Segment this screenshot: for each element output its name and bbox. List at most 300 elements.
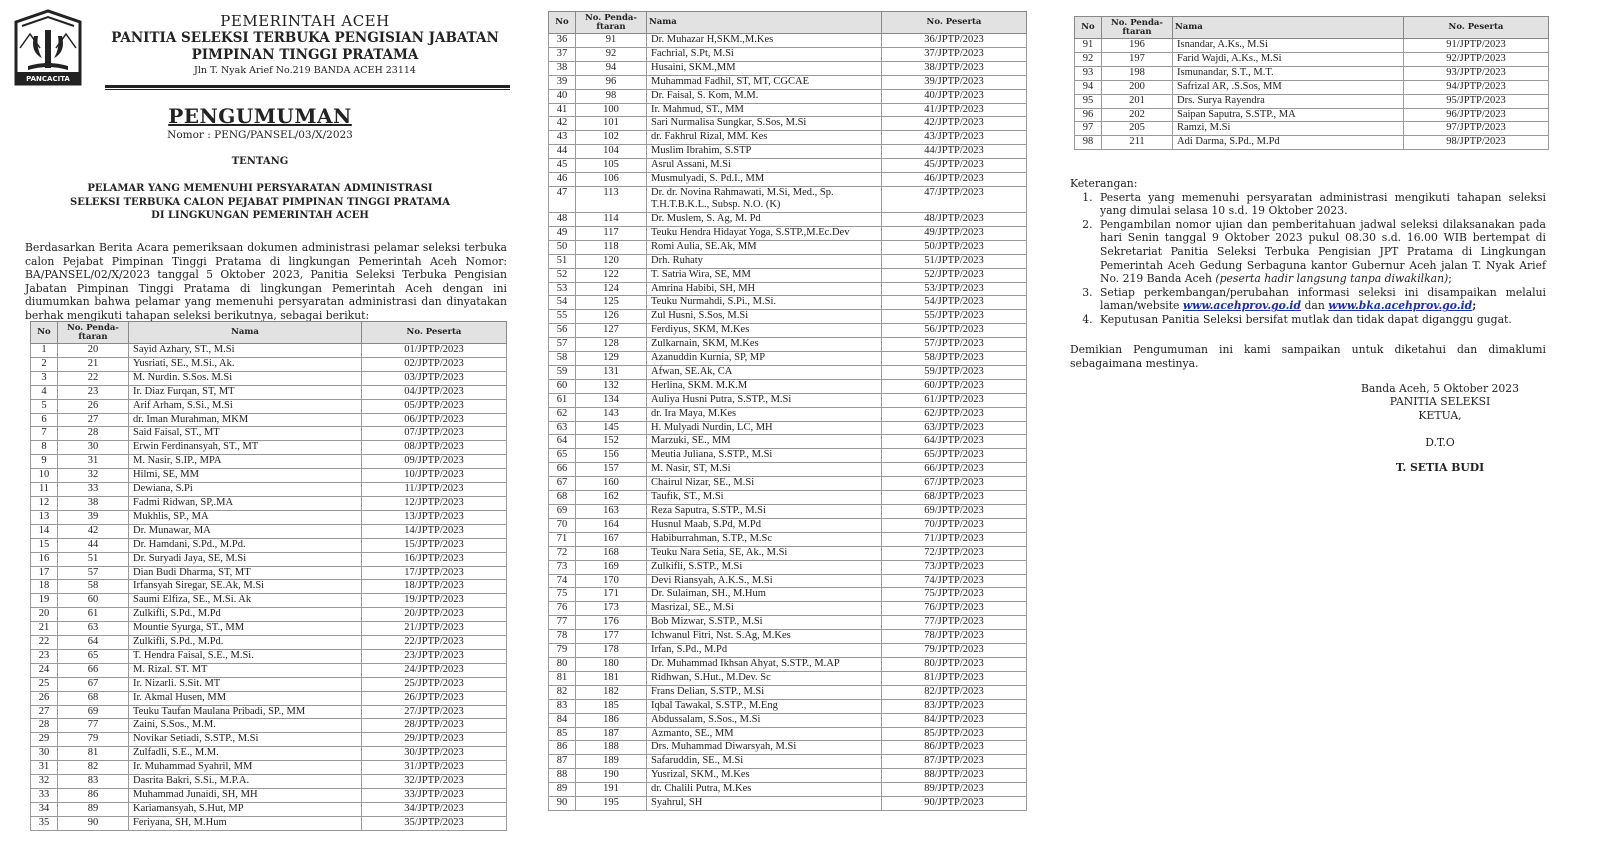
participant-number: 16/JPTP/2023 (362, 552, 507, 566)
applicant-name: Safaruddin, SE., M.Si (647, 755, 882, 769)
row-number: 55 (549, 310, 576, 324)
registration-number: 134 (576, 393, 647, 407)
row-number: 16 (31, 552, 58, 566)
name-header: Nama (647, 12, 882, 34)
table-row (1075, 122, 1549, 136)
registration-number: 26 (58, 399, 129, 413)
registration-number: 79 (58, 733, 129, 747)
closing-paragraph: Demikian Pengumuman ini kami sampaikan untuk diketahui dan dimaklumi sebagaimana mestinya. (1070, 343, 1546, 370)
row-number: 47 (549, 186, 576, 212)
registration-number: 127 (576, 324, 647, 338)
table-row (549, 685, 1027, 699)
applicant-name: Novikar Setiadi, S.STP., M.Si (129, 733, 362, 747)
table-row (549, 34, 1027, 48)
place-date: Banda Aceh, 5 Oktober 2023 (1360, 382, 1520, 395)
row-number: 11 (31, 483, 58, 497)
applicant-name: Ir. Muhammad Syahril, MM (129, 761, 362, 775)
table-row (31, 566, 507, 580)
table-row (549, 505, 1027, 519)
participant-number: 04/JPTP/2023 (362, 385, 507, 399)
table-row (549, 602, 1027, 616)
participant-number: 64/JPTP/2023 (882, 435, 1027, 449)
registration-number: 117 (576, 226, 647, 240)
row-number: 95 (1075, 94, 1102, 108)
registration-number: 42 (58, 524, 129, 538)
applicant-name: Muhammad Fadhil, ST, MT, CGCAE (647, 75, 882, 89)
applicant-name: Devi Riansyah, A.K.S., M.Si (647, 574, 882, 588)
participant-number: 33/JPTP/2023 (362, 789, 507, 803)
notes-section (1070, 177, 1546, 327)
applicant-name: Ramzi, M.Si (1173, 122, 1404, 136)
row-number: 69 (549, 505, 576, 519)
table-row (31, 580, 507, 594)
participant-number: 36/JPTP/2023 (882, 34, 1027, 48)
table-row (549, 532, 1027, 546)
participant-number: 01/JPTP/2023 (362, 344, 507, 358)
table-row (549, 47, 1027, 61)
row-number: 21 (31, 622, 58, 636)
registration-number: 124 (576, 282, 647, 296)
registration-number: 180 (576, 657, 647, 671)
participant-number: 21/JPTP/2023 (362, 622, 507, 636)
table-row (549, 713, 1027, 727)
bka-acehprov-link[interactable]: www.bka.acehprov.go.id (1328, 299, 1473, 313)
registration-number: 69 (58, 705, 129, 719)
registration-number: 168 (576, 546, 647, 560)
participant-number: 43/JPTP/2023 (882, 131, 1027, 145)
row-number: 6 (31, 413, 58, 427)
registration-number: 129 (576, 352, 647, 366)
registration-number: 152 (576, 435, 647, 449)
announcement-number: Nomor : PENG/PANSEL/03/X/2023 (167, 129, 353, 141)
row-number: 70 (549, 518, 576, 532)
table-row (549, 783, 1027, 797)
registration-number: 94 (576, 61, 647, 75)
applicant-name: Bob Mizwar, S.STP., M.Si (647, 616, 882, 630)
note-text: Pengambilan nomor ujian dan pemberitahuan jadwal seleksi dilaksanakan pada hari Senin tanggal 9 Oktober 2023 pukul 08.30 s.d. 16.00 WIB bertempat di Sekretariat Panitia Seleksi Terbuka Pengisian JPT Pratama di Lingkungan Pemerintah Aceh Gedung Serbaguna kantor Gubernur Aceh jalan T. Nyak Arief No. 219 Banda Aceh (1100, 217, 1546, 286)
applicant-name: Sari Nurmalisa Sungkar, S.Sos, M.Si (647, 117, 882, 131)
table-row (549, 338, 1027, 352)
participant-number: 51/JPTP/2023 (882, 254, 1027, 268)
table-row (549, 769, 1027, 783)
table-row (549, 755, 1027, 769)
table-row (1075, 52, 1549, 66)
registration-number: 156 (576, 449, 647, 463)
table-row (31, 636, 507, 650)
participant-number: 12/JPTP/2023 (362, 496, 507, 510)
participant-number: 08/JPTP/2023 (362, 441, 507, 455)
applicant-name: Herlina, SKM. M.K.M (647, 379, 882, 393)
participant-number: 40/JPTP/2023 (882, 89, 1027, 103)
table-row (31, 552, 507, 566)
participant-number: 80/JPTP/2023 (882, 657, 1027, 671)
applicant-name: Erwin Ferdinansyah, ST., MT (129, 441, 362, 455)
participant-number: 47/JPTP/2023 (882, 186, 1027, 212)
table-row (549, 449, 1027, 463)
table-row (31, 789, 507, 803)
registration-number: 170 (576, 574, 647, 588)
row-number: 12 (31, 496, 58, 510)
table-row (549, 421, 1027, 435)
participant-number: 85/JPTP/2023 (882, 727, 1027, 741)
row-number: 48 (549, 212, 576, 226)
table-row (549, 463, 1027, 477)
table-row (549, 240, 1027, 254)
participant-number: 30/JPTP/2023 (362, 747, 507, 761)
table-row (31, 622, 507, 636)
table-row (1075, 94, 1549, 108)
registration-number: 23 (58, 385, 129, 399)
applicant-table-part-1 (30, 321, 507, 831)
table-row (31, 427, 507, 441)
participant-number: 54/JPTP/2023 (882, 296, 1027, 310)
participant-number: 05/JPTP/2023 (362, 399, 507, 413)
registration-number: 21 (58, 357, 129, 371)
registration-number: 162 (576, 491, 647, 505)
row-number: 10 (31, 469, 58, 483)
applicant-name: Teuku Taufan Maulana Pribadi, SP., MM (129, 705, 362, 719)
applicant-name: Muslim Ibrahim, S.STP (647, 145, 882, 159)
row-number: 19 (31, 594, 58, 608)
applicant-name: Dr. Suryadi Jaya, SE, M.Si (129, 552, 362, 566)
row-number: 72 (549, 546, 576, 560)
participant-number: 73/JPTP/2023 (882, 560, 1027, 574)
applicant-name: Dr. Faisal, S. Kom, M.M. (647, 89, 882, 103)
table-row (31, 691, 507, 705)
registration-number: 178 (576, 644, 647, 658)
applicant-name: Dr. Sulaiman, SH., M.Hum (647, 588, 882, 602)
registration-number: 198 (1102, 66, 1173, 80)
participant-number: 77/JPTP/2023 (882, 616, 1027, 630)
row-number: 5 (31, 399, 58, 413)
applicant-name: Safrizal AR, .S.Sos, MM (1173, 80, 1404, 94)
registration-number: 145 (576, 421, 647, 435)
participant-number: 13/JPTP/2023 (362, 510, 507, 524)
note-item (1096, 218, 1546, 286)
participant-header: No. Peserta (882, 12, 1027, 34)
applicant-name: Saipan Saputra, S.STP., MA (1173, 108, 1404, 122)
applicant-name: Said Faisal, ST., MT (129, 427, 362, 441)
applicant-name: Musmulyadi, S. Pd.I., MM (647, 173, 882, 187)
applicant-name: Adi Darma, S.Pd., M.Pd (1173, 136, 1404, 150)
registration-number: 163 (576, 505, 647, 519)
registration-number: 31 (58, 455, 129, 469)
participant-number: 62/JPTP/2023 (882, 407, 1027, 421)
row-number: 79 (549, 644, 576, 658)
applicant-name: Dr. Hamdani, S.Pd., M.Pd. (129, 538, 362, 552)
table-row (549, 560, 1027, 574)
registration-number: 100 (576, 103, 647, 117)
dto-mark: D.T.O (1425, 435, 1455, 449)
table-row (549, 588, 1027, 602)
participant-number: 75/JPTP/2023 (882, 588, 1027, 602)
participant-number: 29/JPTP/2023 (362, 733, 507, 747)
applicant-name: H. Mulyadi Nurdin, LC, MH (647, 421, 882, 435)
table-row (549, 407, 1027, 421)
participant-number: 11/JPTP/2023 (362, 483, 507, 497)
row-number: 20 (31, 608, 58, 622)
registration-number: 164 (576, 518, 647, 532)
row-number: 83 (549, 699, 576, 713)
row-number: 23 (31, 649, 58, 663)
table-row (549, 797, 1027, 811)
participant-number: 98/JPTP/2023 (1404, 136, 1549, 150)
applicant-name: Dewiana, S.Pi (129, 483, 362, 497)
table-row (31, 371, 507, 385)
announcement-about: TENTANG (231, 156, 289, 167)
participant-number: 87/JPTP/2023 (882, 755, 1027, 769)
note-text: Peserta yang memenuhi persyaratan administrasi mengikuti tahapan seleksi yang dimulai selasa 10 s.d. 19 Oktober 2023. (1100, 190, 1546, 218)
participant-number: 69/JPTP/2023 (882, 505, 1027, 519)
row-number: 85 (549, 727, 576, 741)
participant-number: 74/JPTP/2023 (882, 574, 1027, 588)
notes-heading: Keterangan: (1070, 177, 1138, 190)
participant-number: 70/JPTP/2023 (882, 518, 1027, 532)
registration-number: 128 (576, 338, 647, 352)
participant-number: 10/JPTP/2023 (362, 469, 507, 483)
registration-number: 89 (58, 802, 129, 816)
applicant-name: Sayid Azhary, ST., M.Si (129, 344, 362, 358)
registration-number: 58 (58, 580, 129, 594)
row-number: 66 (549, 463, 576, 477)
participant-number: 94/JPTP/2023 (1404, 80, 1549, 94)
participant-number: 97/JPTP/2023 (1404, 122, 1549, 136)
intro-paragraph: Berdasarkan Berita Acara pemeriksaan dokumen administrasi pelamar seleksi terbuka calon Pejabat Pimpinan Tinggi Pratama di lingkungan Pemerintah Aceh Nomor: BA/PANSEL/02/X/2023 tanggal 5 Oktober 2023, Panitia Seleksi Terbuka Pengisian Jabatan Pimpinan Tinggi Pratama di lingkungan Pemerintah Aceh dengan ini diumumkan bahwa pelamar yang memenuhi persyaratan administrasi dan dinyatakan berhak mengikuti tahapan seleksi berikutnya, sebagai berikut: (25, 241, 507, 322)
applicant-name: Saumi Elfiza, SE., M.Si. Ak (129, 594, 362, 608)
aceh-emblem-icon (8, 8, 88, 88)
registration-number: 113 (576, 186, 647, 212)
participant-number: 57/JPTP/2023 (882, 338, 1027, 352)
subject-line: PELAMAR YANG MEMENUHI PERSYARATAN ADMINISTRASI (87, 183, 433, 194)
row-number: 27 (31, 705, 58, 719)
registration-number: 83 (58, 775, 129, 789)
table-row (31, 469, 507, 483)
participant-number: 58/JPTP/2023 (882, 352, 1027, 366)
participant-number: 59/JPTP/2023 (882, 365, 1027, 379)
applicant-name: Drs. Muhammad Diwarsyah, M.Si (647, 741, 882, 755)
table-row (31, 802, 507, 816)
registration-number: 90 (58, 816, 129, 830)
participant-number: 06/JPTP/2023 (362, 413, 507, 427)
table-row (31, 483, 507, 497)
row-number: 82 (549, 685, 576, 699)
row-number: 30 (31, 747, 58, 761)
participant-number: 07/JPTP/2023 (362, 427, 507, 441)
row-number: 46 (549, 173, 576, 187)
registration-number: 177 (576, 630, 647, 644)
applicant-name: T. Satria Wira, SE, MM (647, 268, 882, 282)
row-number: 53 (549, 282, 576, 296)
row-number: 74 (549, 574, 576, 588)
applicant-name: Drh. Ruhaty (647, 254, 882, 268)
row-number: 45 (549, 159, 576, 173)
registration-number: 92 (576, 47, 647, 61)
participant-number: 14/JPTP/2023 (362, 524, 507, 538)
registration-number: 60 (58, 594, 129, 608)
row-number: 97 (1075, 122, 1102, 136)
applicant-name: T. Hendra Faisal, S.E., M.Si. (129, 649, 362, 663)
participant-number: 60/JPTP/2023 (882, 379, 1027, 393)
row-number: 2 (31, 357, 58, 371)
registration-number: 122 (576, 268, 647, 282)
participant-number: 37/JPTP/2023 (882, 47, 1027, 61)
applicant-name: Chairul Nizar, SE., M.Si (647, 477, 882, 491)
applicant-name: Teuku Nara Setia, SE, Ak., M.Si (647, 546, 882, 560)
registration-number: 182 (576, 685, 647, 699)
registration-number: 131 (576, 365, 647, 379)
participant-number: 91/JPTP/2023 (1404, 39, 1549, 53)
applicant-name: Dr. Munawar, MA (129, 524, 362, 538)
table-row (549, 644, 1027, 658)
applicant-name: Feriyana, SH, M.Hum (129, 816, 362, 830)
participant-number: 90/JPTP/2023 (882, 797, 1027, 811)
table-row (549, 186, 1027, 212)
applicant-name: Frans Delian, S.STP., M.Si (647, 685, 882, 699)
applicant-name: M. Nasir, S.IP., MPA (129, 455, 362, 469)
applicant-name: Ir. Nizarli. S.Sit. MT (129, 677, 362, 691)
registration-number: 191 (576, 783, 647, 797)
participant-number: 79/JPTP/2023 (882, 644, 1027, 658)
row-number: 52 (549, 268, 576, 282)
row-number: 8 (31, 441, 58, 455)
applicant-name: Ichwanul Fitri, Nst. S.Ag, M.Kes (647, 630, 882, 644)
committee-name-line2: PIMPINAN TINGGI PRATAMA (191, 47, 419, 63)
registration-number: 211 (1102, 136, 1173, 150)
table-row (1075, 136, 1549, 150)
registration-number: 66 (58, 663, 129, 677)
registration-number: 118 (576, 240, 647, 254)
announcement-subject (0, 182, 520, 223)
registration-number: 171 (576, 588, 647, 602)
row-number: 78 (549, 630, 576, 644)
row-number: 32 (31, 775, 58, 789)
registration-number: 39 (58, 510, 129, 524)
registration-number: 197 (1102, 52, 1173, 66)
registration-number: 51 (58, 552, 129, 566)
participant-number: 26/JPTP/2023 (362, 691, 507, 705)
applicant-name: Husnul Maab, S.Pd, M.Pd (647, 518, 882, 532)
registration-number: 63 (58, 622, 129, 636)
table-row (1075, 39, 1549, 53)
row-number: 24 (31, 663, 58, 677)
participant-number: 96/JPTP/2023 (1404, 108, 1549, 122)
participant-number: 35/JPTP/2023 (362, 816, 507, 830)
acehprov-link[interactable]: www.acehprov.go.id (1182, 299, 1302, 313)
row-number: 96 (1075, 108, 1102, 122)
note-punct: ; (1472, 299, 1477, 313)
row-number: 28 (31, 719, 58, 733)
registration-number: 102 (576, 131, 647, 145)
applicant-name: Meutia Juliana, S.STP., M.Si (647, 449, 882, 463)
participant-number: 39/JPTP/2023 (882, 75, 1027, 89)
address: Jln T. Nyak Arief No.219 BANDA ACEH 23114 (194, 65, 416, 76)
table-row (549, 117, 1027, 131)
applicant-name: Mukhlis, SP., MA (129, 510, 362, 524)
registration-number: 160 (576, 477, 647, 491)
registration-number: 32 (58, 469, 129, 483)
participant-number: 46/JPTP/2023 (882, 173, 1027, 187)
table-row (549, 657, 1027, 671)
registration-number: 157 (576, 463, 647, 477)
table-row (549, 741, 1027, 755)
participant-number: 28/JPTP/2023 (362, 719, 507, 733)
registration-number: 33 (58, 483, 129, 497)
row-number: 43 (549, 131, 576, 145)
applicant-name: dr. Fakhrul Rizal, MM. Kes (647, 131, 882, 145)
registration-header: No. Penda- ftaran (58, 322, 129, 344)
registration-number: 68 (58, 691, 129, 705)
row-number: 14 (31, 524, 58, 538)
row-number: 49 (549, 226, 576, 240)
participant-number: 45/JPTP/2023 (882, 159, 1027, 173)
registration-number: 169 (576, 560, 647, 574)
applicant-name: Ferdiyus, SKM, M.Kes (647, 324, 882, 338)
participant-number: 56/JPTP/2023 (882, 324, 1027, 338)
row-number: 3 (31, 371, 58, 385)
applicant-name: Reza Saputra, S.STP., M.Si (647, 505, 882, 519)
row-number: 58 (549, 352, 576, 366)
applicant-name: Husaini, SKM.,MM (647, 61, 882, 75)
registration-number: 38 (58, 496, 129, 510)
row-number: 37 (549, 47, 576, 61)
applicant-name: Marzuki, SE., MM (647, 435, 882, 449)
table-row (31, 775, 507, 789)
table-row (549, 352, 1027, 366)
applicant-name: Fadmi Ridwan, SP,.MA (129, 496, 362, 510)
registration-number: 82 (58, 761, 129, 775)
participant-number: 31/JPTP/2023 (362, 761, 507, 775)
table-row (31, 747, 507, 761)
applicant-name: Dasrita Bakri, S.Si., M.P.A. (129, 775, 362, 789)
row-number: 81 (549, 671, 576, 685)
row-number: 61 (549, 393, 576, 407)
row-number: 92 (1075, 52, 1102, 66)
table-row (31, 705, 507, 719)
table-row (549, 61, 1027, 75)
participant-number: 23/JPTP/2023 (362, 649, 507, 663)
registration-number: 106 (576, 173, 647, 187)
table-row (31, 441, 507, 455)
applicant-name: Iqbal Tawakal, S.STP., M.Eng (647, 699, 882, 713)
table-row (31, 496, 507, 510)
letterhead-divider (105, 85, 510, 88)
participant-number: 63/JPTP/2023 (882, 421, 1027, 435)
participant-number: 61/JPTP/2023 (882, 393, 1027, 407)
participant-number: 44/JPTP/2023 (882, 145, 1027, 159)
applicant-name: Asrul Assani, M.Si (647, 159, 882, 173)
applicant-name: Hilmi, SE, MM (129, 469, 362, 483)
table-row (549, 324, 1027, 338)
registration-number: 190 (576, 769, 647, 783)
row-number: 86 (549, 741, 576, 755)
row-number: 98 (1075, 136, 1102, 150)
applicant-name: Farid Wajdi, A.Ks., M.Si (1173, 52, 1404, 66)
applicant-name: Romi Aulia, SE.Ak, MM (647, 240, 882, 254)
registration-number: 201 (1102, 94, 1173, 108)
participant-number: 17/JPTP/2023 (362, 566, 507, 580)
applicant-name: Zulkifli, S.STP., M.Si (647, 560, 882, 574)
registration-number: 189 (576, 755, 647, 769)
registration-number: 64 (58, 636, 129, 650)
row-number: 1 (31, 344, 58, 358)
registration-number: 67 (58, 677, 129, 691)
table-row (31, 344, 507, 358)
table-row (549, 268, 1027, 282)
applicant-name: Habiburrahman, S.TP., M.Sc (647, 532, 882, 546)
note-item (1096, 313, 1546, 327)
registration-number: 186 (576, 713, 647, 727)
applicant-name: Azmanto, SE., MM (647, 727, 882, 741)
